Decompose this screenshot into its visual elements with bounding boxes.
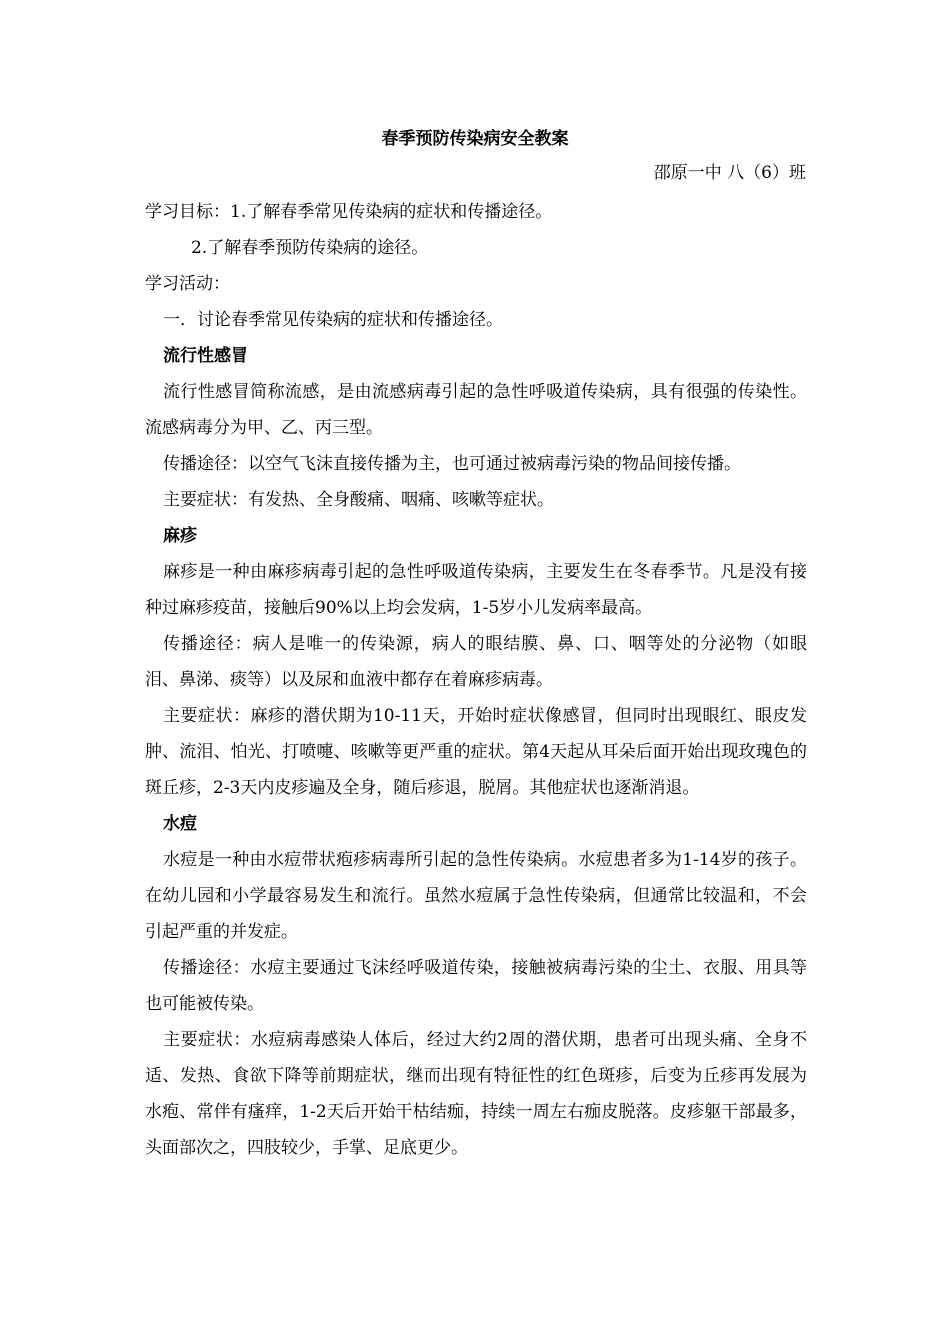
flu-transmission: 传播途径：以空气飞沫直接传播为主，也可通过被病毒污染的物品间接传播。 <box>163 454 741 474</box>
measles-heading: 麻疹 <box>163 526 197 546</box>
document-author: 邵原一中 八（6）班 <box>653 163 806 183</box>
activities-label: 学习活动： <box>145 274 230 294</box>
learning-goal-1: 学习目标：1.了解春季常见传染病的症状和传播途径。 <box>145 202 553 222</box>
learning-goal-2: 2.了解春季预防传染病的途径。 <box>191 238 429 258</box>
chickenpox-symptoms: 主要症状：水痘病毒感染人体后，经过大约2周的潜伏期，患者可出现头痛、全身不适、发热、食欲下降等前期症状，继而出现有特征性的红色斑疹，后变为丘疹再发展为水疱、常伴有瘙痒，1-2天后开始干枯结痂，持续一周左右痂皮脱落。皮疹躯干部最多，头面部次之，四肢较少，手掌、足底更少。 <box>145 1030 807 1158</box>
chickenpox-transmission: 传播途径：水痘主要通过飞沫经呼吸道传染，接触被病毒污染的尘土、衣服、用具等也可能被传染。 <box>145 958 807 1014</box>
flu-symptoms: 主要症状：有发热、全身酸痛、咽痛、咳嗽等症状。 <box>163 490 554 510</box>
chickenpox-intro: 水痘是一种由水痘带状疱疹病毒所引起的急性传染病。水痘患者多为1-14岁的孩子。在幼儿园和小学最容易发生和流行。虽然水痘属于急性传染病，但通常比较温和，不会引起严重的并发症。 <box>145 850 807 942</box>
measles-symptoms: 主要症状：麻疹的潜伏期为10-11天，开始时症状像感冒，但同时出现眼红、眼皮发肿、流泪、怕光、打喷嚏、咳嗽等更严重的症状。第4天起从耳朵后面开始出现玫瑰色的斑丘疹，2-3天内皮疹遍及全身，随后疹退，脱屑。其他症状也逐渐消退。 <box>145 706 807 798</box>
section-one-heading: 一．讨论春季常见传染病的症状和传播途径。 <box>163 310 503 330</box>
flu-heading: 流行性感冒 <box>163 346 248 366</box>
document-body <box>145 194 807 1166</box>
chickenpox-heading: 水痘 <box>163 814 197 834</box>
flu-intro: 流行性感冒简称流感，是由流感病毒引起的急性呼吸道传染病，具有很强的传染性。流感病毒分为甲、乙、丙三型。 <box>145 382 807 438</box>
measles-transmission: 传播途径：病人是唯一的传染源，病人的眼结膜、鼻、口、咽等处的分泌物（如眼泪、鼻涕、痰等）以及尿和血液中都存在着麻疹病毒。 <box>145 634 807 690</box>
document-title: 春季预防传染病安全教案 <box>381 129 569 149</box>
measles-intro: 麻疹是一种由麻疹病毒引起的急性呼吸道传染病，主要发生在冬春季节。凡是没有接种过麻疹疫苗，接触后90%以上均会发病，1-5岁小儿发病率最高。 <box>145 562 807 618</box>
